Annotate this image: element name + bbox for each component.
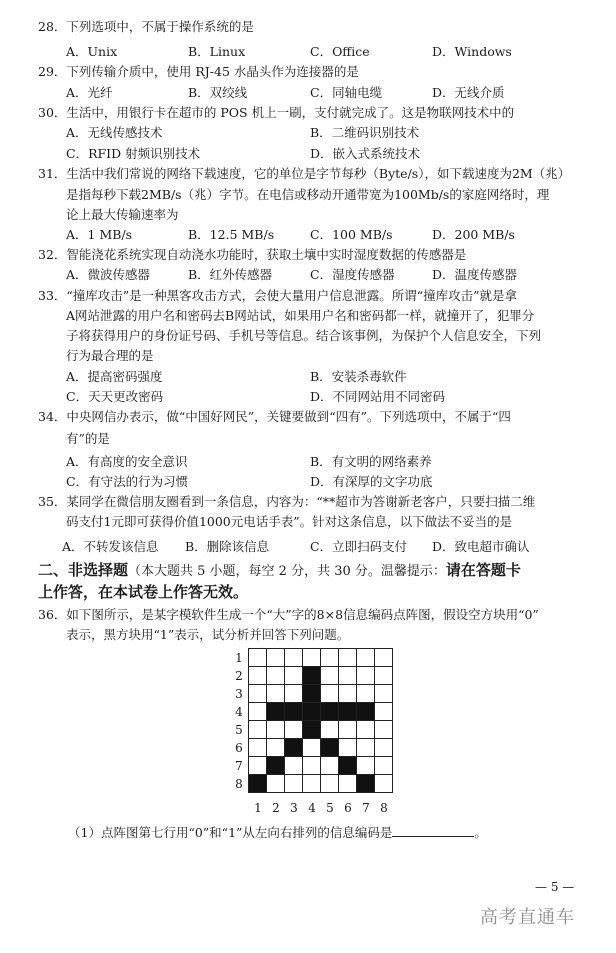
q31-option-d: D．200 MB/s [432, 227, 515, 242]
column-label: 8 [380, 801, 388, 815]
q34-option-b: B．有文明的网络素养 [310, 454, 432, 469]
watermark: 高考直通车 [480, 907, 575, 928]
q30-option-b: B．二维码识别技术 [310, 125, 420, 140]
q33-option-a: A．提高密码强度 [66, 369, 163, 384]
empty-cell [303, 739, 321, 757]
row-label: 4 [235, 705, 243, 719]
black-cell [249, 775, 267, 793]
q34-option-a: A．有高度的安全意识 [66, 454, 188, 469]
q36-sub1-end: 。 [474, 825, 487, 840]
empty-cell [375, 757, 393, 775]
q29-option-a: A．光纤 [66, 85, 113, 100]
q31-option-a: A．1 MB/s [66, 227, 133, 242]
column-label: 3 [290, 801, 298, 815]
black-cell [303, 667, 321, 685]
black-cell [303, 721, 321, 739]
black-cell [267, 757, 285, 775]
row-label: 8 [235, 777, 243, 791]
empty-cell [339, 739, 357, 757]
q35-option-c: C．立即扫码支付 [310, 539, 408, 554]
empty-cell [375, 775, 393, 793]
empty-cell [249, 703, 267, 721]
section-2-title: 二、非选择题 [38, 561, 129, 579]
q31-line-3: 论上最大传输速率为 [66, 207, 179, 222]
q28-option-a: A．Unix [66, 44, 118, 59]
dot-matrix-grid [248, 648, 393, 793]
empty-cell [249, 649, 267, 667]
empty-cell [303, 757, 321, 775]
empty-cell [267, 775, 285, 793]
column-label: 7 [362, 801, 370, 815]
empty-cell [375, 649, 393, 667]
black-cell [357, 703, 375, 721]
black-cell [357, 775, 375, 793]
q34-option-d: D．有深厚的文字功底 [310, 474, 433, 489]
row-label: 5 [235, 723, 243, 737]
q35-option-a: A．不转发该信息 [62, 539, 159, 554]
q33-line-1: 33．“撞库攻击”是一种黑客攻击方式，会使大量用户信息泄露。所谓“撞库攻击”就是拿 [38, 288, 517, 303]
empty-cell [249, 757, 267, 775]
q30-option-c: C．RFID 射频识别技术 [66, 146, 201, 161]
empty-cell [357, 649, 375, 667]
q29-stem: 29．下列传输介质中，使用 RJ-45 水晶头作为连接器的是 [38, 64, 359, 79]
q34-line-1: 34．中央网信办表示，做“中国好网民”，关键要做到“四有”。下列选项中，不属于“四 [38, 409, 511, 424]
answer-blank [392, 824, 474, 837]
section-2-warning-1: 请在答题卡 [445, 561, 521, 579]
q36-subquestion-1 [68, 824, 487, 841]
section-2-warning-2: 上作答，在本试卷上作答无效。 [38, 583, 249, 601]
empty-cell [267, 667, 285, 685]
q28-option-c: C．Office [310, 44, 370, 59]
empty-cell [285, 667, 303, 685]
q33-line-3: 子将获得用户的身份证号码、手机号等信息。结合该事例，为保护个人信息安全，下列 [66, 328, 542, 343]
q32-option-d: D．温度传感器 [432, 267, 518, 282]
row-label: 3 [235, 687, 243, 701]
empty-cell [339, 685, 357, 703]
empty-cell [267, 739, 285, 757]
black-cell [339, 757, 357, 775]
empty-cell [249, 721, 267, 739]
empty-cell [357, 739, 375, 757]
black-cell [321, 739, 339, 757]
q29-option-c: C．同轴电缆 [310, 85, 383, 100]
column-label: 5 [326, 801, 334, 815]
q29-option-d: D．无线介质 [432, 85, 505, 100]
q31-line-1: 31．生活中我们常说的网络下载速度，它的单位是字节每秒（Byte/s），如下载速度为2M（兆） [38, 166, 571, 181]
empty-cell [285, 757, 303, 775]
q35-line-2: 码支付1元即可获得价值1000元电话手表”。针对这条信息，以下做法不妥当的是 [66, 514, 513, 529]
row-label: 7 [235, 759, 243, 773]
q33-option-b: B．安装杀毒软件 [310, 369, 407, 384]
q35-option-b: B．删除该信息 [185, 539, 270, 554]
q35-line-1: 35．某同学在微信朋友圈看到一条信息，内容为：“**超市为答谢新老客户，只要扫描二维 [38, 494, 536, 509]
q36-sub1-text: （1）点阵图第七行用“0”和“1”从左向右排列的信息编码是 [68, 825, 393, 840]
black-cell [303, 703, 321, 721]
q30-stem: 30．生活中，用银行卡在超市的 POS 机上一刷，支付就完成了。这是物联网技术中的 [38, 105, 515, 120]
empty-cell [285, 721, 303, 739]
q34-option-c: C．有守法的行为习惯 [66, 474, 189, 489]
empty-cell [339, 775, 357, 793]
q28-option-d: D．Windows [432, 44, 512, 59]
q32-stem: 32．智能浇花系统实现自动浇水功能时，获取土壤中实时湿度数据的传感器是 [38, 247, 467, 262]
column-label: 4 [308, 801, 316, 815]
row-label: 2 [235, 669, 243, 683]
section-2-note: （本大题共 5 小题，每空 2 分，共 30 分。温馨提示： [128, 564, 446, 579]
empty-cell [267, 685, 285, 703]
q28-option-b: B．Linux [188, 44, 246, 59]
empty-cell [375, 739, 393, 757]
q31-line-2: 是指每秒下载2MB/s（兆）字节。在电信或移动开通带宽为100Mb/s的家庭网络时，理 [66, 187, 550, 202]
q33-line-2: A网站泄露的用户名和密码去B网站试，如果用户名和密码都一样，就撞开了，犯罪分 [66, 308, 535, 323]
column-label: 1 [254, 801, 262, 815]
empty-cell [321, 757, 339, 775]
q28-stem: 28．下列选项中，不属于操作系统的是 [38, 19, 254, 34]
empty-cell [285, 685, 303, 703]
black-cell [321, 703, 339, 721]
empty-cell [339, 649, 357, 667]
q30-option-a: A．无线传感技术 [66, 125, 163, 140]
q36-line-1: 36．如下图所示，是某字模软件生成一个“大”字的8×8信息编码点阵图，假设空方块用“0” [38, 607, 539, 622]
empty-cell [285, 649, 303, 667]
q31-option-b: B．12.5 MB/s [188, 227, 275, 242]
empty-cell [339, 667, 357, 685]
empty-cell [267, 649, 285, 667]
q32-option-c: C．湿度传感器 [310, 267, 395, 282]
black-cell [339, 703, 357, 721]
empty-cell [249, 739, 267, 757]
q33-line-4: 行为最合理的是 [66, 348, 154, 363]
black-cell [285, 739, 303, 757]
empty-cell [357, 667, 375, 685]
black-cell [285, 703, 303, 721]
empty-cell [249, 685, 267, 703]
empty-cell [357, 685, 375, 703]
page-number: — 5 — [535, 880, 575, 894]
empty-cell [321, 721, 339, 739]
q35-option-d: D．致电超市确认 [432, 539, 530, 554]
column-label: 6 [344, 801, 352, 815]
black-cell [267, 703, 285, 721]
empty-cell [249, 667, 267, 685]
q33-option-d: D．不同网站用不同密码 [310, 389, 446, 404]
empty-cell [321, 775, 339, 793]
empty-cell [375, 721, 393, 739]
empty-cell [303, 775, 321, 793]
empty-cell [375, 685, 393, 703]
q32-option-a: A．微波传感器 [66, 267, 151, 282]
q30-option-d: D．嵌入式系统技术 [310, 146, 421, 161]
black-cell [303, 685, 321, 703]
empty-cell [321, 649, 339, 667]
column-label: 2 [272, 801, 280, 815]
empty-cell [357, 721, 375, 739]
empty-cell [321, 685, 339, 703]
empty-cell [267, 721, 285, 739]
empty-cell [303, 649, 321, 667]
q31-option-c: C．100 MB/s [310, 227, 393, 242]
empty-cell [285, 775, 303, 793]
row-label: 1 [235, 651, 243, 665]
q34-line-2: 有”的是 [66, 431, 110, 446]
empty-cell [339, 721, 357, 739]
q32-option-b: B．红外传感器 [188, 267, 273, 282]
section-2-heading [38, 560, 521, 582]
empty-cell [375, 667, 393, 685]
q36-line-2: 表示，黑方块用“1”表示，试分析并回答下列问题。 [66, 627, 350, 642]
q29-option-b: B．双绞线 [188, 85, 248, 100]
row-label: 6 [235, 741, 243, 755]
q33-option-c: C．天天更改密码 [66, 389, 164, 404]
empty-cell [357, 757, 375, 775]
empty-cell [321, 667, 339, 685]
empty-cell [375, 703, 393, 721]
